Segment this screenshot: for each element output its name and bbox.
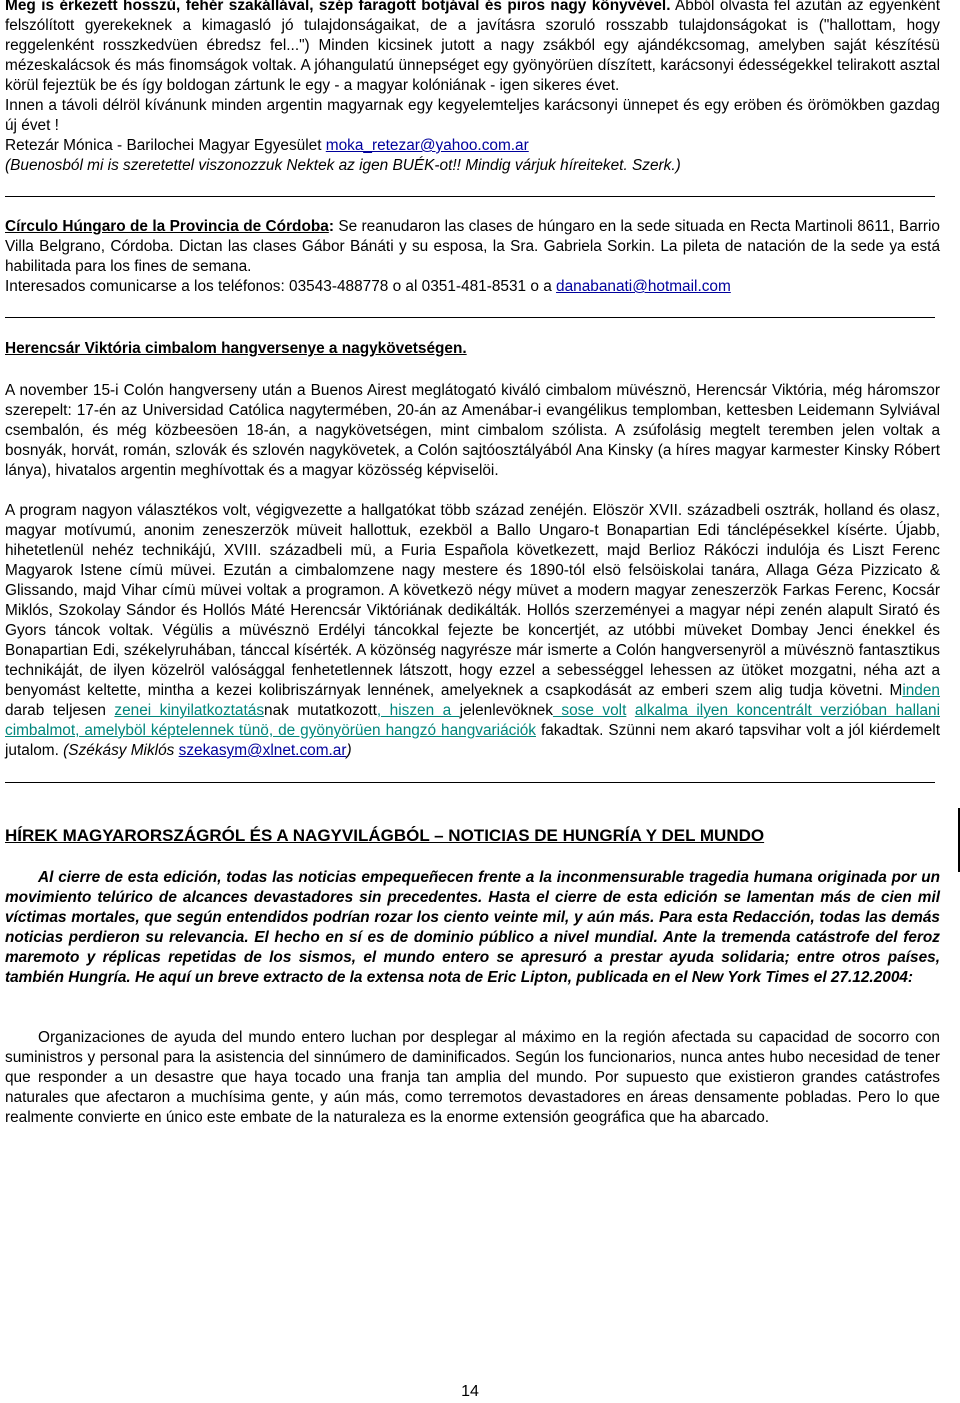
concert-p2-text: nak mutatkozott bbox=[264, 702, 377, 719]
news-body: Organizaciones de ayuda del mundo entero luchan por desplegar al máximo en la región afectada su capacidad de socorro con suministros y personal para la asistencia del sinnúmero de daminificados. Según los funcionarios, nunca antes hubo necesidad de tener que responder a un desastre que haya tocado una franja tan amplia del mundo. Por supuesto que existieron grandes catástrofes naturales que afectaron a muchísima gente, y aún más, como terremotos devastadores en áreas densamente pobladas. Pero lo que realmente convierte en único este embate de la naturaleza es la enorme extensión geográfica que ha abarcado. bbox=[5, 1029, 940, 1126]
bariloche-lead: Meg is érkezett hosszú, fehér szakállával, szép faragott botjával és piros nagy könyvével. bbox=[5, 0, 671, 14]
bariloche-paragraph-1 bbox=[5, 0, 940, 96]
concert-p2-text: darab teljesen bbox=[5, 702, 115, 719]
concert-paragraph-2 bbox=[5, 501, 940, 761]
news-heading: HÍREK MAGYARORSZÁGRÓL ÉS A NAGYVILÁGBÓL – NOTICIAS DE HUNGRÍA Y DEL MUNDO bbox=[5, 826, 765, 845]
tracked-link[interactable]: , hiszen a bbox=[376, 702, 460, 719]
tracked-link[interactable]: alkalma ilyen koncentrált verzióban hallani bbox=[634, 702, 940, 719]
concert-paragraph-1: A november 15-i Colón hangverseny után a Buenos Airest meglátogató kiváló cimbalom müvésznö, Herencsár Viktória, még háromszor szerepelt: 17-én az Universidad Católica nagytermében, 20-án az Amenábar-i evangélikus templomban, kettesben Leidemann Sylviával csembalón, és még közbeesöen 18-án, a nagykövetségen, mint cimbalom szólista. A zsúfolásig megtelt teremben jelen voltak a bosnyák, horvát, román, szlovák és szlovén nagykövetek, a Colón sajtóosztályából Ana Kinsky (a híres magyar karmester Kinsky Róbert lánya), hivatalos argentin meghívottak és a magyar közösség képviselöi. bbox=[5, 382, 940, 479]
tracked-link[interactable]: cimbalmot, amelyböl képtelennek tünö, de gyönyörüen hangzó hangvariációk bbox=[5, 722, 536, 739]
concert-p2-text bbox=[626, 702, 634, 719]
page-number: 14 bbox=[461, 1383, 479, 1400]
concert-p2-text: A program nagyon választékos volt, végigvezette a hallgatókat több század zenéjén. Elöször XVII. századbeli osztrák, holland és olasz, magyar motívumú, anonim zeneszerzök müveit hallottuk, ezekböl a Ballo Ungaro-t Bonapartian Edi tánclépésekkel kísérte. Újabb, hihetetlenül nehéz technikájú, XVIII. századbeli mü, a Furia Española következett, majd Berlioz Rákóczi indulója és Liszt Ferenc Magyarok Istene címü müvei. Ezután a cimbalomzene nagy mestere és 1890-tól elsö felsöiskolai tanára, Allaga Géza Pizzicato & Glissando, majd Vihar címü müvei voltak a programon. A következö négy müvet a modern magyar zeneszerzök Farkas Ferenc, Kocsár Miklós, Szokolay Sándor és Hollós Máté Herencsár Viktóriának dedikálták. Hollós szerzeményei a magyar népi zenén alapult Sirató és Gyors táncok voltak. Végülis a müvésznö Erdélyi táncokkal fejezte be koncertjét, az utóbbi müveket Dombay Jenci énekkel és Bonapartian Edi, székelyruhában, tánccal kísérték. A közönség nagyrésze már ismerte a Colón hangversenyröl a müvésznö fantasztikus technikáját, de ilyen közelröl valósággal fenhetetlennek látszott, hogy ezzel a sebességgel lehessen az ütöket mozgatni, néha azt a benyomást keltette, mintha a kezei kolibriszárnyak lennének, amelyeknek a csapkodását az emberi szem alig tudja követni. M bbox=[5, 502, 940, 699]
cordoba-org-name: Círculo Húngaro de la Provincia de Córdoba bbox=[5, 218, 329, 235]
bariloche-signature bbox=[5, 136, 940, 156]
concert-author: (Székásy Miklós bbox=[63, 742, 179, 759]
tracked-link[interactable]: inden bbox=[902, 682, 940, 699]
cordoba-contact-text: Interesados comunicarse a los teléfonos: 03543-488778 o al 0351-481-8531 o a bbox=[5, 278, 557, 295]
bariloche-paragraph-2: Innen a távoli délröl kívánunk minden argentin magyarnak egy kegyelemteljes karácsonyi ünnepet és egy eröben és örömökben gazdag új évet ! bbox=[5, 97, 940, 134]
concert-author-close: ) bbox=[346, 742, 352, 759]
signature-email-link[interactable]: moka_retezar@yahoo.com.ar bbox=[325, 137, 529, 154]
news-intro: Al cierre de esta edición, todas las noticias empequeñecen frente a la inconmensurable tragedia humana originada por un movimiento telúrico de alcances devastadores sin precedentes. Hasta el cierre de esta edición se lamentan más de cien mil víctimas mortales, que según entendidos podrían rozar los ciento veinte mil, y aún más. Para esta Redacción, todas las demás noticias perdieron su relevancia. El hecho en sí es de dominio público a nivel mundial. Ante la tremenda catástrofe del feroz maremoto y réplicas repetidas de los sismos, el mundo entero se apresuró a prestar ayuda solidaria; entre otros países, también Hungría. He aquí un breve extracto de la extensa nota de Eric Lipton, publicada en el New York Times el 27.12.2004: bbox=[5, 869, 940, 986]
cordoba-contact bbox=[5, 277, 940, 297]
tracked-link[interactable]: zenei kinyilatkoztatás bbox=[114, 702, 265, 719]
cordoba-text: Se reanudaron las clases de húngaro en la sede situada en Recta Martinoli 8611, Barrio Villa Belgrano, Córdoba. Dictan las clases Gábor Bánáti y su esposa, la Sra. Gabriela Sorkin. La pileta de natación de la sede ya está habilitada para los fines de semana. bbox=[5, 218, 940, 275]
bariloche-body: Abból olvasta fel azután az egyenként felszólított gyerekeknek a kimagasló jó tulajdonságaikat, de a javításra szoruló rosszabb tulajdonságokat is ("hallottam, hogy reggelenként rosszkedvüen ébredsz fel...") Minden kicsinek jutott a nagy zsákból egy ajándékcsomag, amelyben saját készítésü mézeskalácsok és más finomságok voltak. A jóhangulatú ünnepséget egy gyönyörüen díszített, karácsonyi édességekkel telirakott asztal körül fejeztük be és így boldogan zártunk le egy - a magyar kolóniának - igen sikeres évet. bbox=[5, 0, 940, 94]
concert-p2-text: jelenlevöknek bbox=[459, 702, 553, 719]
signature-text: Retezár Mónica - Barilochei Magyar Egyesület bbox=[5, 137, 326, 154]
cordoba-email-link[interactable]: danabanati@hotmail.com bbox=[556, 278, 731, 295]
concert-title: Herencsár Viktória cimbalom hangversenye a nagykövetségen. bbox=[5, 340, 467, 357]
document-page bbox=[5, 0, 940, 1128]
cordoba-colon: : bbox=[328, 218, 334, 235]
editor-note: (Buenosból mi is szeretettel viszonozzuk Nektek az igen BUÉK-ot!! Mindig várjuk híreiteket. Szerk.) bbox=[5, 157, 681, 174]
author-email-link[interactable]: szekasym@xlnet.com.ar bbox=[178, 742, 347, 759]
cordoba-paragraph bbox=[5, 217, 940, 277]
concert-p2-text: fakadtak. Szünni nem akaró tapsvihar volt a jól kiérdemelt jutalom. bbox=[5, 722, 940, 759]
tracked-link[interactable]: sose volt bbox=[552, 702, 627, 719]
